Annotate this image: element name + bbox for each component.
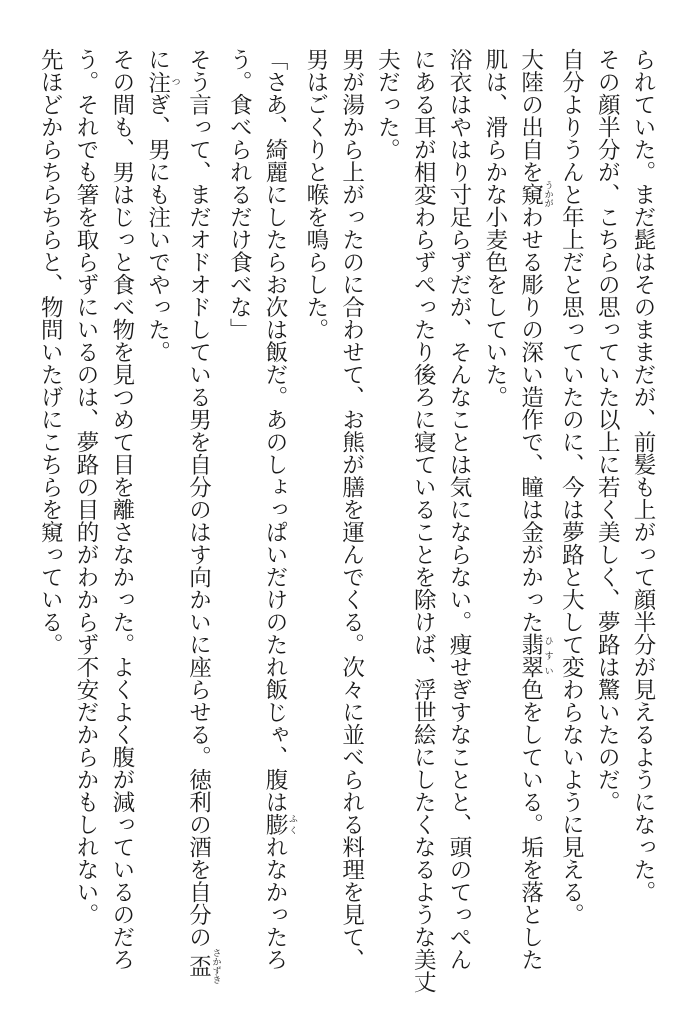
ruby-ukaga: 窺 うかが xyxy=(517,180,553,208)
text-line-11: 「さあ、綺麗にしたらお次は飯だ。あのしょっぱいだけのたれ飯じゃ、腹は膨 ふくれなかったろ xyxy=(262,48,298,971)
text-line-6: 浴衣はやはり寸足らずだが、そんなことは気にならない。痩せぎすなことと、頭のてっぺん xyxy=(446,48,473,971)
ruby-fuku: 膨 ふく xyxy=(262,813,298,836)
text-line-1: られていた。まだ髭はそのままだが、前髪も上がって顔半分が見えるようになった。 xyxy=(630,48,656,903)
ruby-sakazuki: 盃 さかずき xyxy=(185,948,221,984)
text-line-17: 先ほどからちらちらと、物問いたげにこちらを窺っている。 xyxy=(37,48,64,656)
ruby-hisui: 翡翠 ひすい xyxy=(517,633,553,678)
text-line-9: 男が湯から上がったのに合わせて、お熊が膳を運んでくる。次々に並べられる料理を見て、 xyxy=(338,48,365,971)
vertical-body-text xyxy=(31,48,660,993)
text-line-8: 夫だった。 xyxy=(374,48,401,161)
text-line-10: 男はごくりと喉を鳴らした。 xyxy=(302,48,329,341)
text-line-13: そう言って、まだオドオドしている男を自分のはす向かいに座らせる。徳利の酒を自分の盃 さかずき xyxy=(185,48,221,984)
text-line-3: 自分よりうんと年上だと思っていたのに、今は夢路と大して変わらないように見える。 xyxy=(558,48,585,926)
text-line-7: にある耳が相変わらずぺったり後ろに寝ていることを除けば、浮世絵にしたくなるような美丈 xyxy=(410,48,437,993)
text-line-16: う。それでも箸を取らずにいるのは、夢路の目的がわからず不安だからかもしれない。 xyxy=(73,48,100,926)
text-line-4: 大陸の出自を窺 うかがわせる彫りの深い造作で、瞳は金がかった翡翠 ひすい色をしている。垢を落とした xyxy=(517,48,553,971)
ruby-tsu: 注 つ xyxy=(144,70,180,93)
text-line-12: う。食べられるだけ食べな」 xyxy=(226,48,253,341)
text-line-14: に注 つぎ、男にも注いでやった。 xyxy=(144,48,180,363)
text-line-5: 肌は、滑らかな小麦色をしていた。 xyxy=(481,48,508,408)
text-line-2: その顔半分が、こちらの思っていた以上に若く美しく、夢路は驚いたのだ。 xyxy=(594,48,621,813)
text-line-15: その間も、男はじっと食べ物を見つめて目を離さなかった。よくよく腹が減っているのだろ xyxy=(108,48,135,971)
